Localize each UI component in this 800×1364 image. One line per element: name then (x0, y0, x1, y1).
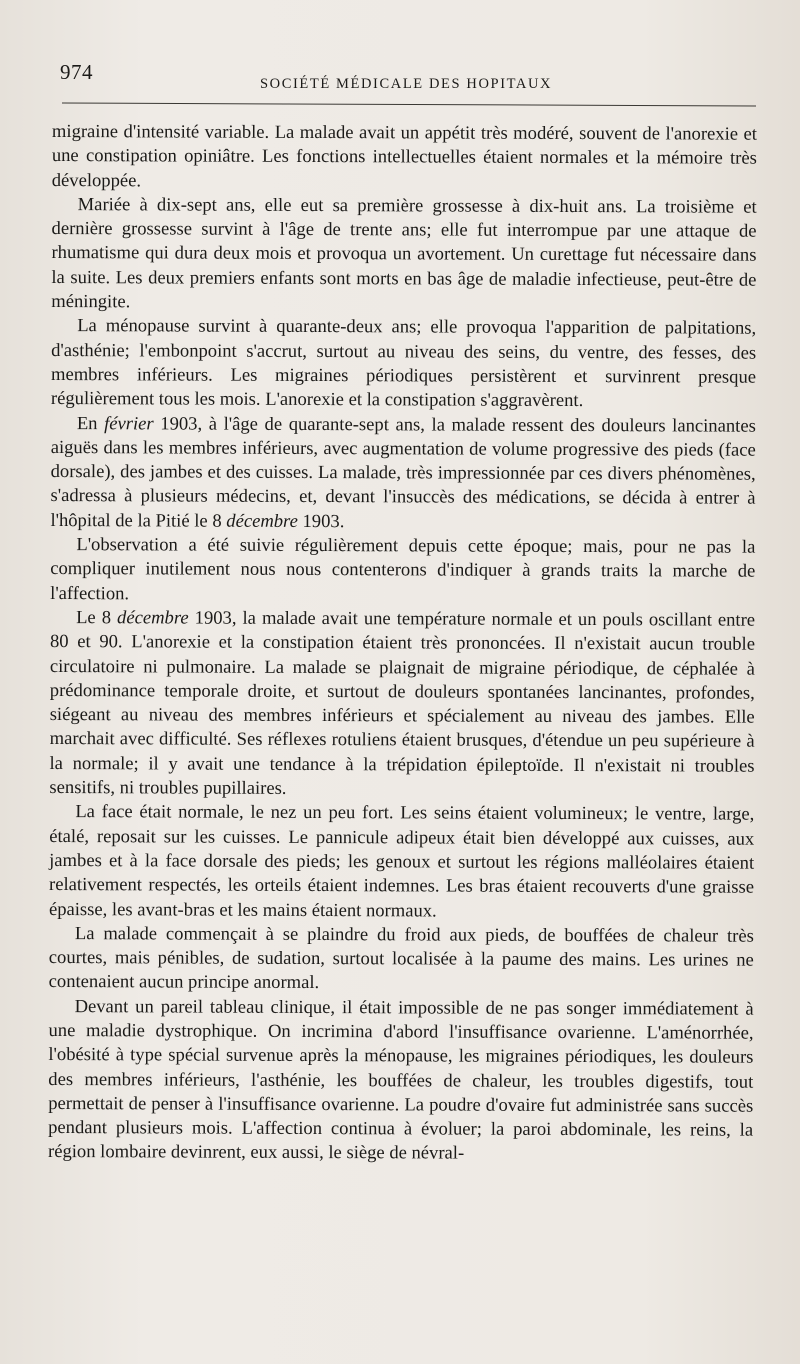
paragraph-1: migraine d'intensité variable. La malade avait un appétit très modéré, souvent de l'anorexie et une constipation opiniâtre. Les fonctions intellectuelles étaient normales et la mémoire très développée. (51, 120, 757, 191)
paragraph-5: L'observation a été suivie régulièrement depuis cette époque; mais, pour ne pas la compliquer inutilement nous nous contenterons d'indiquer à grands traits la marche de l'affection. (50, 534, 756, 604)
body-text (48, 120, 757, 1167)
paragraph-3: La ménopause survint à quarante-deux ans; elle provoqua l'apparition de palpitations, d'asthénie; l'embonpoint s'accrut, surtout au niveau des seins, du ventre, des fesses, des membres inférieurs. Les migraines périodiques persistèrent et survinrent presque régulièrement tous les mois. L'anorexie et la constipation s'aggravèrent. (50, 315, 757, 412)
italic-month: février (104, 412, 154, 434)
page-number: 974 (60, 60, 93, 84)
paragraph-8: La malade commençait à se plaindre du froid aux pieds, de bouffées de chaleur très courtes, mais pénibles, de sudation, surtout localisée à la paume des mains. Les urines ne contenaient aucun principe anormal. (48, 922, 754, 994)
paragraph-4: En février 1903, à l'âge de quarante-sept ans, la malade ressent des douleurs lancinantes aiguës dans les membres inférieurs, avec augmentation de volume progressive des pieds (face dorsale), des jambes et des cuisses. La malade, très impressionnée par ces divers phénomènes, s'adressa à plusieurs médecins, et, devant l'insuccès des médications, se décida à entrer à l'hôpital de la Pitié le 8 décembre 1903. (50, 412, 756, 532)
running-title: SOCIÉTÉ MÉDICALE DES HOPITAUX (260, 76, 553, 92)
page-header (60, 58, 760, 98)
header-rule (62, 102, 756, 106)
italic-month: décembre (226, 510, 298, 532)
italic-month: décembre (117, 607, 189, 629)
paragraph-6: Le 8 décembre 1903, la malade avait une température normale et un pouls oscillant entre 80 et 90. L'anorexie et la constipation étaient très prononcées. Il n'existait aucun trouble circulatoire ni pulmonaire. La malade se plaignait de migraine périodique, de céphalée à prédominance temporale droite, et surtout de douleurs spontanées lancinantes, profondes, siégeant au niveau des membres inférieurs et spécialement au niveau des jambes. Elle marchait avec difficulté. Ses réflexes rotuliens étaient brusques, d'étendue un peu supérieure à la normale; il y avait une tendance à la trépidation épileptoïde. Il n'existait ni troubles sensitifs, ni troubles pupillaires. (49, 607, 756, 799)
paragraph-9: Devant un pareil tableau clinique, il était impossible de ne pas songer immédiatement à une maladie dystrophique. On incrimina d'abord l'insuffisance ovarienne. L'aménorrhée, l'obésité à type spécial survenue après la ménopause, les migraines périodiques, les douleurs des membres inférieurs, l'asthénie, les bouffées de chaleur, les troubles digestifs, tout permettait de penser à l'insuffisance ovarienne. La poudre d'ovaire fut administrée sans succès pendant plusieurs mois. L'affection continua à évoluer; la paroi abdominale, les reins, la région lombaire devinrent, eux aussi, le siège de névral- (47, 995, 754, 1165)
paragraph-7: La face était normale, le nez un peu fort. Les seins étaient volumineux; le ventre, large, étalé, reposait sur les cuisses. Le pannicule adipeux était bien développé aux cuisses, aux jambes et à la face dorsale des pieds; les genoux et surtout les régions malléolaires étaient relativement respectés, les orteils étaient indemnes. Les bras étaient recouverts d'une graisse épaisse, les avant-bras et les mains étaient normaux. (48, 801, 755, 921)
paragraph-2: Mariée à dix-sept ans, elle eut sa première grossesse à dix-huit ans. La troisième et dernière grossesse survint à l'âge de trente ans; elle fut interrompue par une attaque de rhumatisme qui dura deux mois et provoqua un avortement. Un curettage fut nécessaire dans la suite. Les deux premiers enfants sont morts en bas âge de maladie infectieuse, peut-être de méningite. (51, 193, 757, 313)
